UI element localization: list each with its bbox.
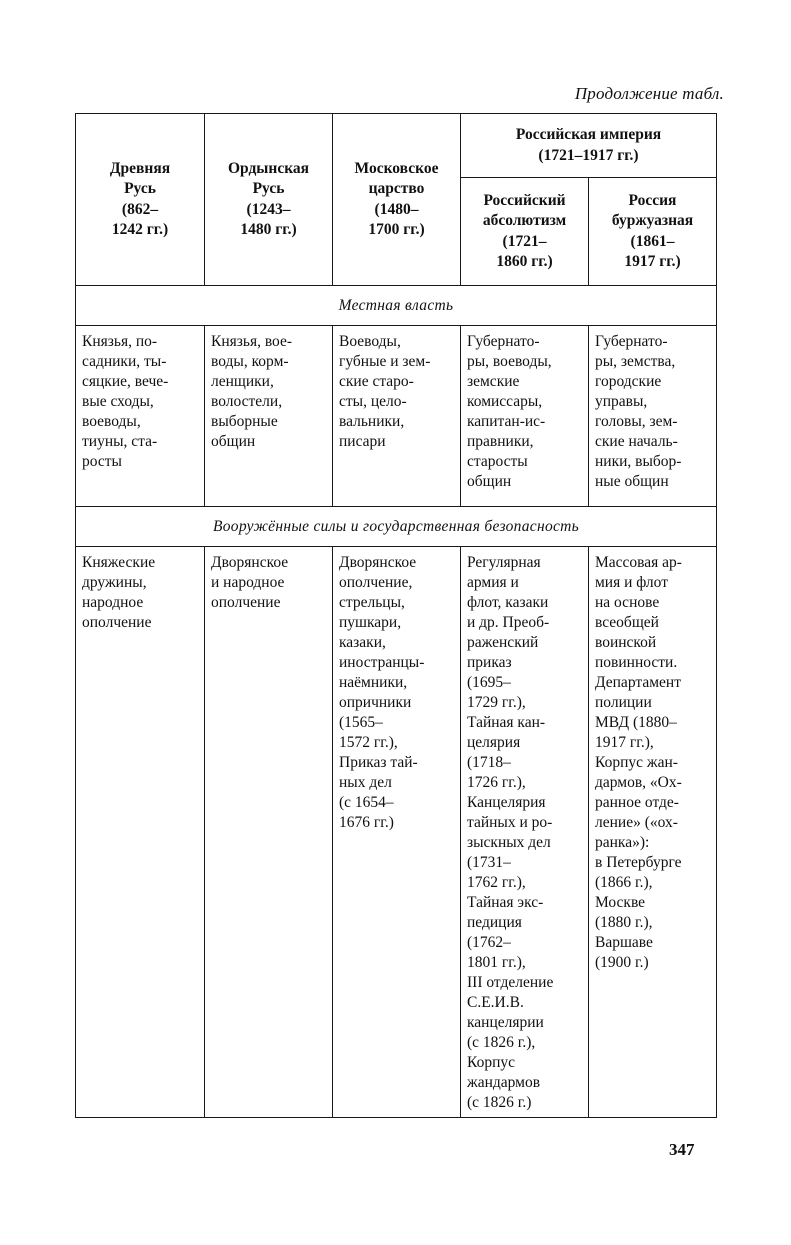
header-horde-rus: Ордынская Русь (1243– 1480 гг.) (205, 114, 333, 286)
continuation-label: Продолжение табл. (574, 84, 724, 103)
header-ancient-rus: Древняя Русь (862– 1242 гг.) (76, 114, 205, 286)
header-russian-absolutism: Российский абсолютизм (1721– 1860 гг.) (461, 178, 589, 286)
header-row-top (76, 114, 717, 178)
section-title-armed-forces: Вооружённые силы и государственная безопасность (76, 507, 717, 547)
cell-local-bourgeois-russia: Губернато- ры, земства, городские управы, головы, зем- ские началь- ники, выбор- ные общин (589, 326, 717, 507)
section-row-local-government (76, 286, 717, 326)
cell-local-russian-absolutism: Губернато- ры, воеводы, земские комиссары, капитан-ис- правники, старосты общин (461, 326, 589, 507)
government-structure-table (75, 113, 717, 1118)
header-russian-empire: Российская империя (1721–1917 гг.) (461, 114, 717, 178)
cell-local-ancient-rus: Князья, по- садники, ты- сяцкие, вече- вые сходы, воеводы, тиуны, ста- росты (76, 326, 205, 507)
cell-local-moscow-tsardom: Воеводы, губные и зем- ские старо- сты, цело- вальники, писари (333, 326, 461, 507)
cell-armed-horde-rus: Дворянское и народное ополчение (205, 547, 333, 1118)
table-row-armed-forces (76, 547, 717, 1118)
section-title-local-government: Местная власть (76, 286, 717, 326)
cell-armed-russian-absolutism: Регулярная армия и флот, казаки и др. Преоб- раженский приказ (1695– 1729 гг.), Тайная кан- целярия (1718– 1726 гг.), Канцелярия тайных и ро- зыскных дел (1731– 1762 гг.), Тайная экс- педиция (1762– 1801 гг.), III отделение С.Е.И.В. канцелярии (с 1826 г.), Корпус жандармов (с 1826 г.) (461, 547, 589, 1118)
header-bourgeois-russia: Россия буржуазная (1861– 1917 гг.) (589, 178, 717, 286)
cell-local-horde-rus: Князья, вое- воды, корм- ленщики, волостели, выборные общин (205, 326, 333, 507)
page-number: 347 (669, 1140, 695, 1159)
cell-armed-ancient-rus: Княжеские дружины, народное ополчение (76, 547, 205, 1118)
header-moscow-tsardom: Московское царство (1480– 1700 гг.) (333, 114, 461, 286)
table-row-local-government (76, 326, 717, 507)
section-row-armed-forces (76, 507, 717, 547)
cell-armed-bourgeois-russia: Массовая ар- мия и флот на основе всеобщей воинской повинности. Департамент полиции МВД (1880– 1917 гг.), Корпус жан- дармов, «Ох- ранное отде- ление» («ох- ранка»): в Петербурге (1866 г.), Москве (1880 г.), Варшаве (1900 г.) (589, 547, 717, 1118)
cell-armed-moscow-tsardom: Дворянское ополчение, стрельцы, пушкари, казаки, иностранцы- наёмники, опричники (1565– 1572 гг.), Приказ тай- ных дел (с 1654– 1676 гг.) (333, 547, 461, 1118)
